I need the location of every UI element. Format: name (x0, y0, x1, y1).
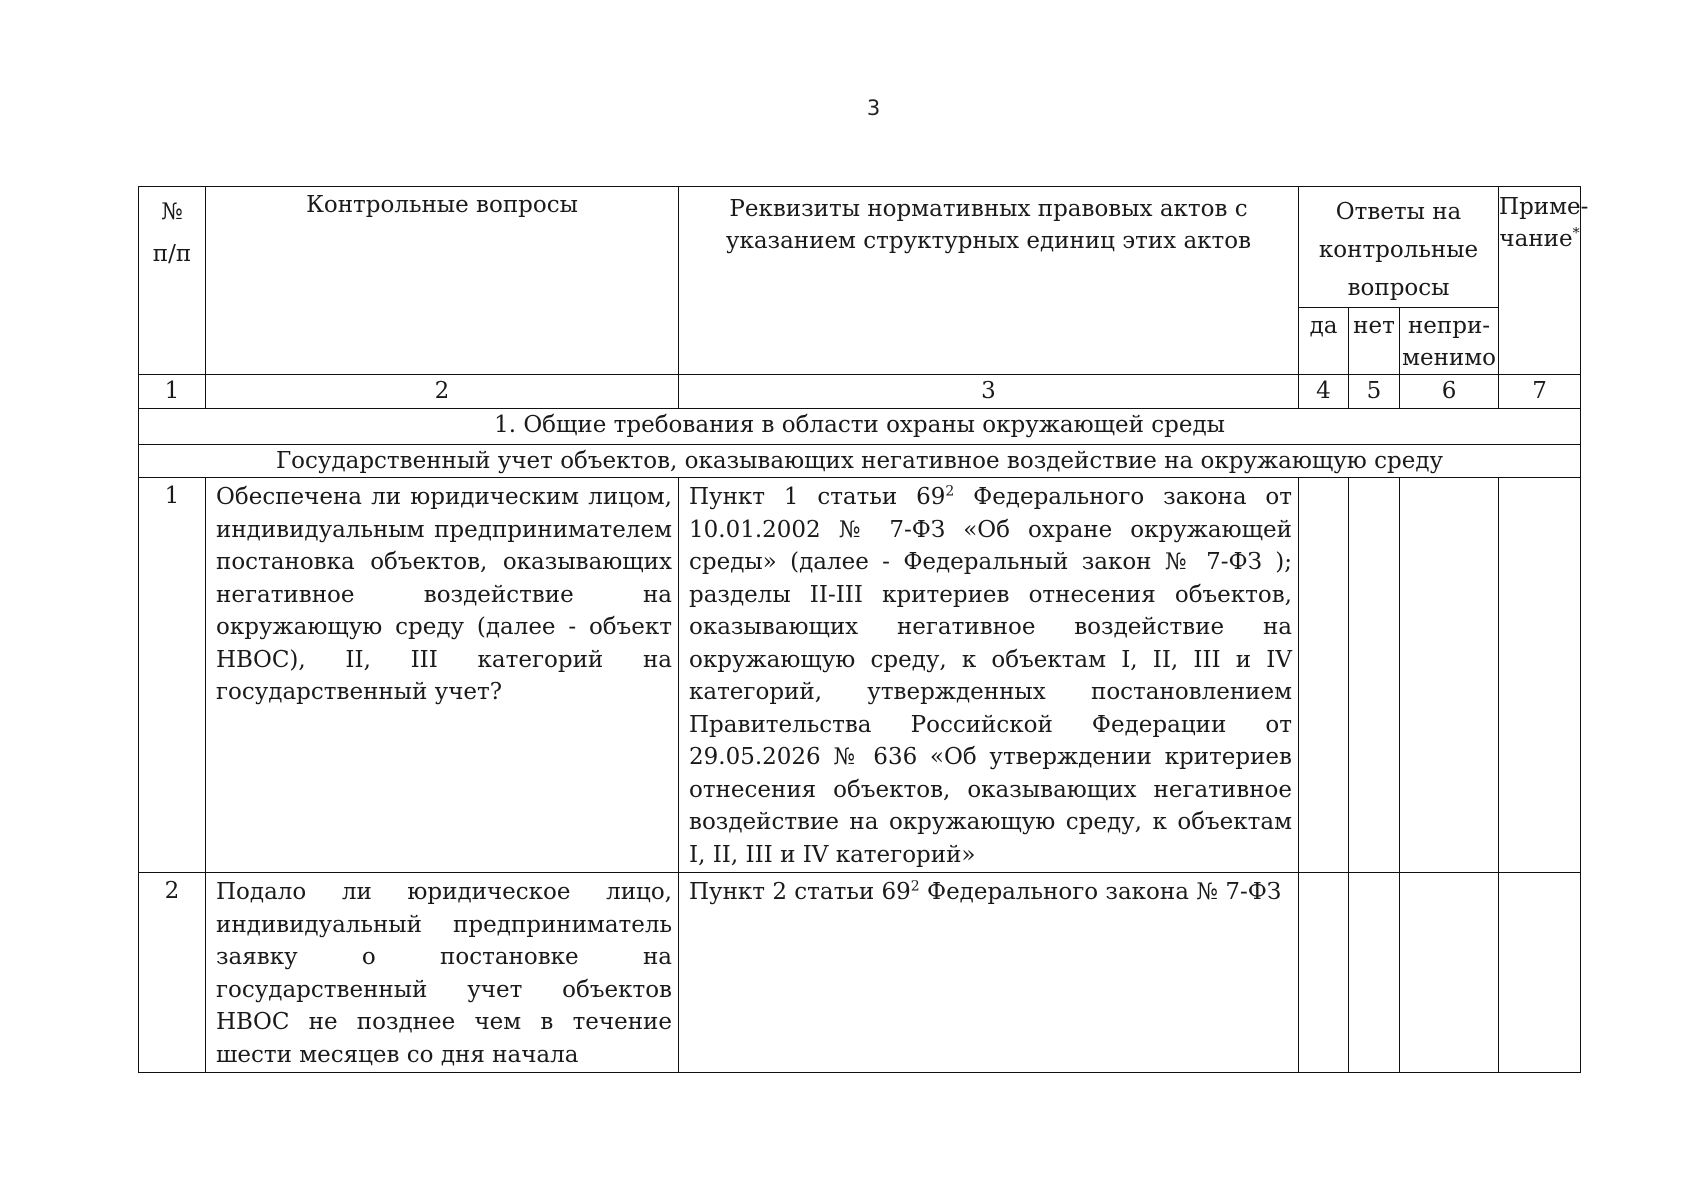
header-answers: Ответы на контрольные вопросы (1299, 187, 1499, 308)
column-number: 2 (206, 375, 679, 409)
header-no: нет (1349, 308, 1400, 375)
requisite-text: Федерального закона от 10.01.2002 № 7-ФЗ «Об охране окружающей среды» (далее - Федеральный закон № 7-ФЗ ); разделы II-III критериев отнесения объектов, оказывающих негативное воздействие на окружающую среду, к объектам I, II, III и IV категорий, утвержденных постановлением Правительства Российской Федерации от 29.05.2026 № 636 «Об утверждении критериев отнесения объектов, оказывающих негативное воздействие на окружающую среду, к объектам I, II, III и IV категорий» (689, 484, 1292, 868)
header-note (1499, 187, 1589, 375)
requisite-text: Федерального закона № 7-ФЗ (919, 879, 1282, 905)
legal-requisites (679, 478, 1299, 873)
subsection-title: Государственный учет объектов, оказывающих негативное воздействие на окружающую среду (139, 445, 1581, 478)
header-yes: да (1299, 308, 1349, 375)
column-number: 1 (139, 375, 206, 409)
table-row (139, 873, 1581, 1073)
row-number: 1 (139, 478, 206, 873)
checklist-table (138, 186, 1589, 1073)
note-cell[interactable] (1499, 873, 1581, 1073)
requisite-prefix: Пункт 2 статьи 69 (689, 879, 911, 905)
header-note-mark: * (1572, 225, 1580, 242)
control-question: Подало ли юридическое лицо, индивидуальный предприниматель заявку о постановке на государственный учет объектов НВОС не позднее чем в течение шести месяцев со дня начала (206, 873, 679, 1073)
answer-yes-cell[interactable] (1299, 873, 1349, 1073)
column-number: 4 (1299, 375, 1349, 409)
column-number: 7 (1499, 375, 1581, 409)
answer-yes-cell[interactable] (1299, 478, 1349, 873)
column-number: 3 (679, 375, 1299, 409)
section-row (139, 409, 1581, 445)
column-number: 6 (1400, 375, 1499, 409)
legal-requisites (679, 873, 1299, 1073)
control-question: Обеспечена ли юридическим лицом, индивидуальным предпринимателем постановка объектов, оказывающих негативное воздействие на окружающую среду (далее - объект НВОС), II, III категорий на государственный учет? (206, 478, 679, 873)
page-number: 3 (866, 96, 881, 120)
answer-not-applicable-cell[interactable] (1400, 478, 1499, 873)
section-title: 1. Общие требования в области охраны окружающей среды (139, 409, 1581, 445)
column-number: 5 (1349, 375, 1400, 409)
table-row (139, 478, 1581, 873)
header-row (139, 187, 1581, 308)
header-not-applicable: непри- менимо (1400, 308, 1499, 375)
column-numbers-row (139, 375, 1581, 409)
answer-no-cell[interactable] (1349, 873, 1400, 1073)
subsection-row (139, 445, 1581, 478)
answer-no-cell[interactable] (1349, 478, 1400, 873)
header-number: № п/п (139, 187, 206, 375)
requisite-prefix: Пункт 1 статьи 69 (689, 484, 946, 510)
requisite-superscript: 2 (910, 878, 920, 895)
header-requisites: Реквизиты нормативных правовых актов с указанием структурных единиц этих актов (679, 187, 1299, 375)
answer-not-applicable-cell[interactable] (1400, 873, 1499, 1073)
header-note-label: Приме- чание (1499, 194, 1589, 252)
requisite-superscript: 2 (945, 483, 955, 500)
header-questions: Контрольные вопросы (206, 187, 679, 375)
row-number: 2 (139, 873, 206, 1073)
note-cell[interactable] (1499, 478, 1581, 873)
